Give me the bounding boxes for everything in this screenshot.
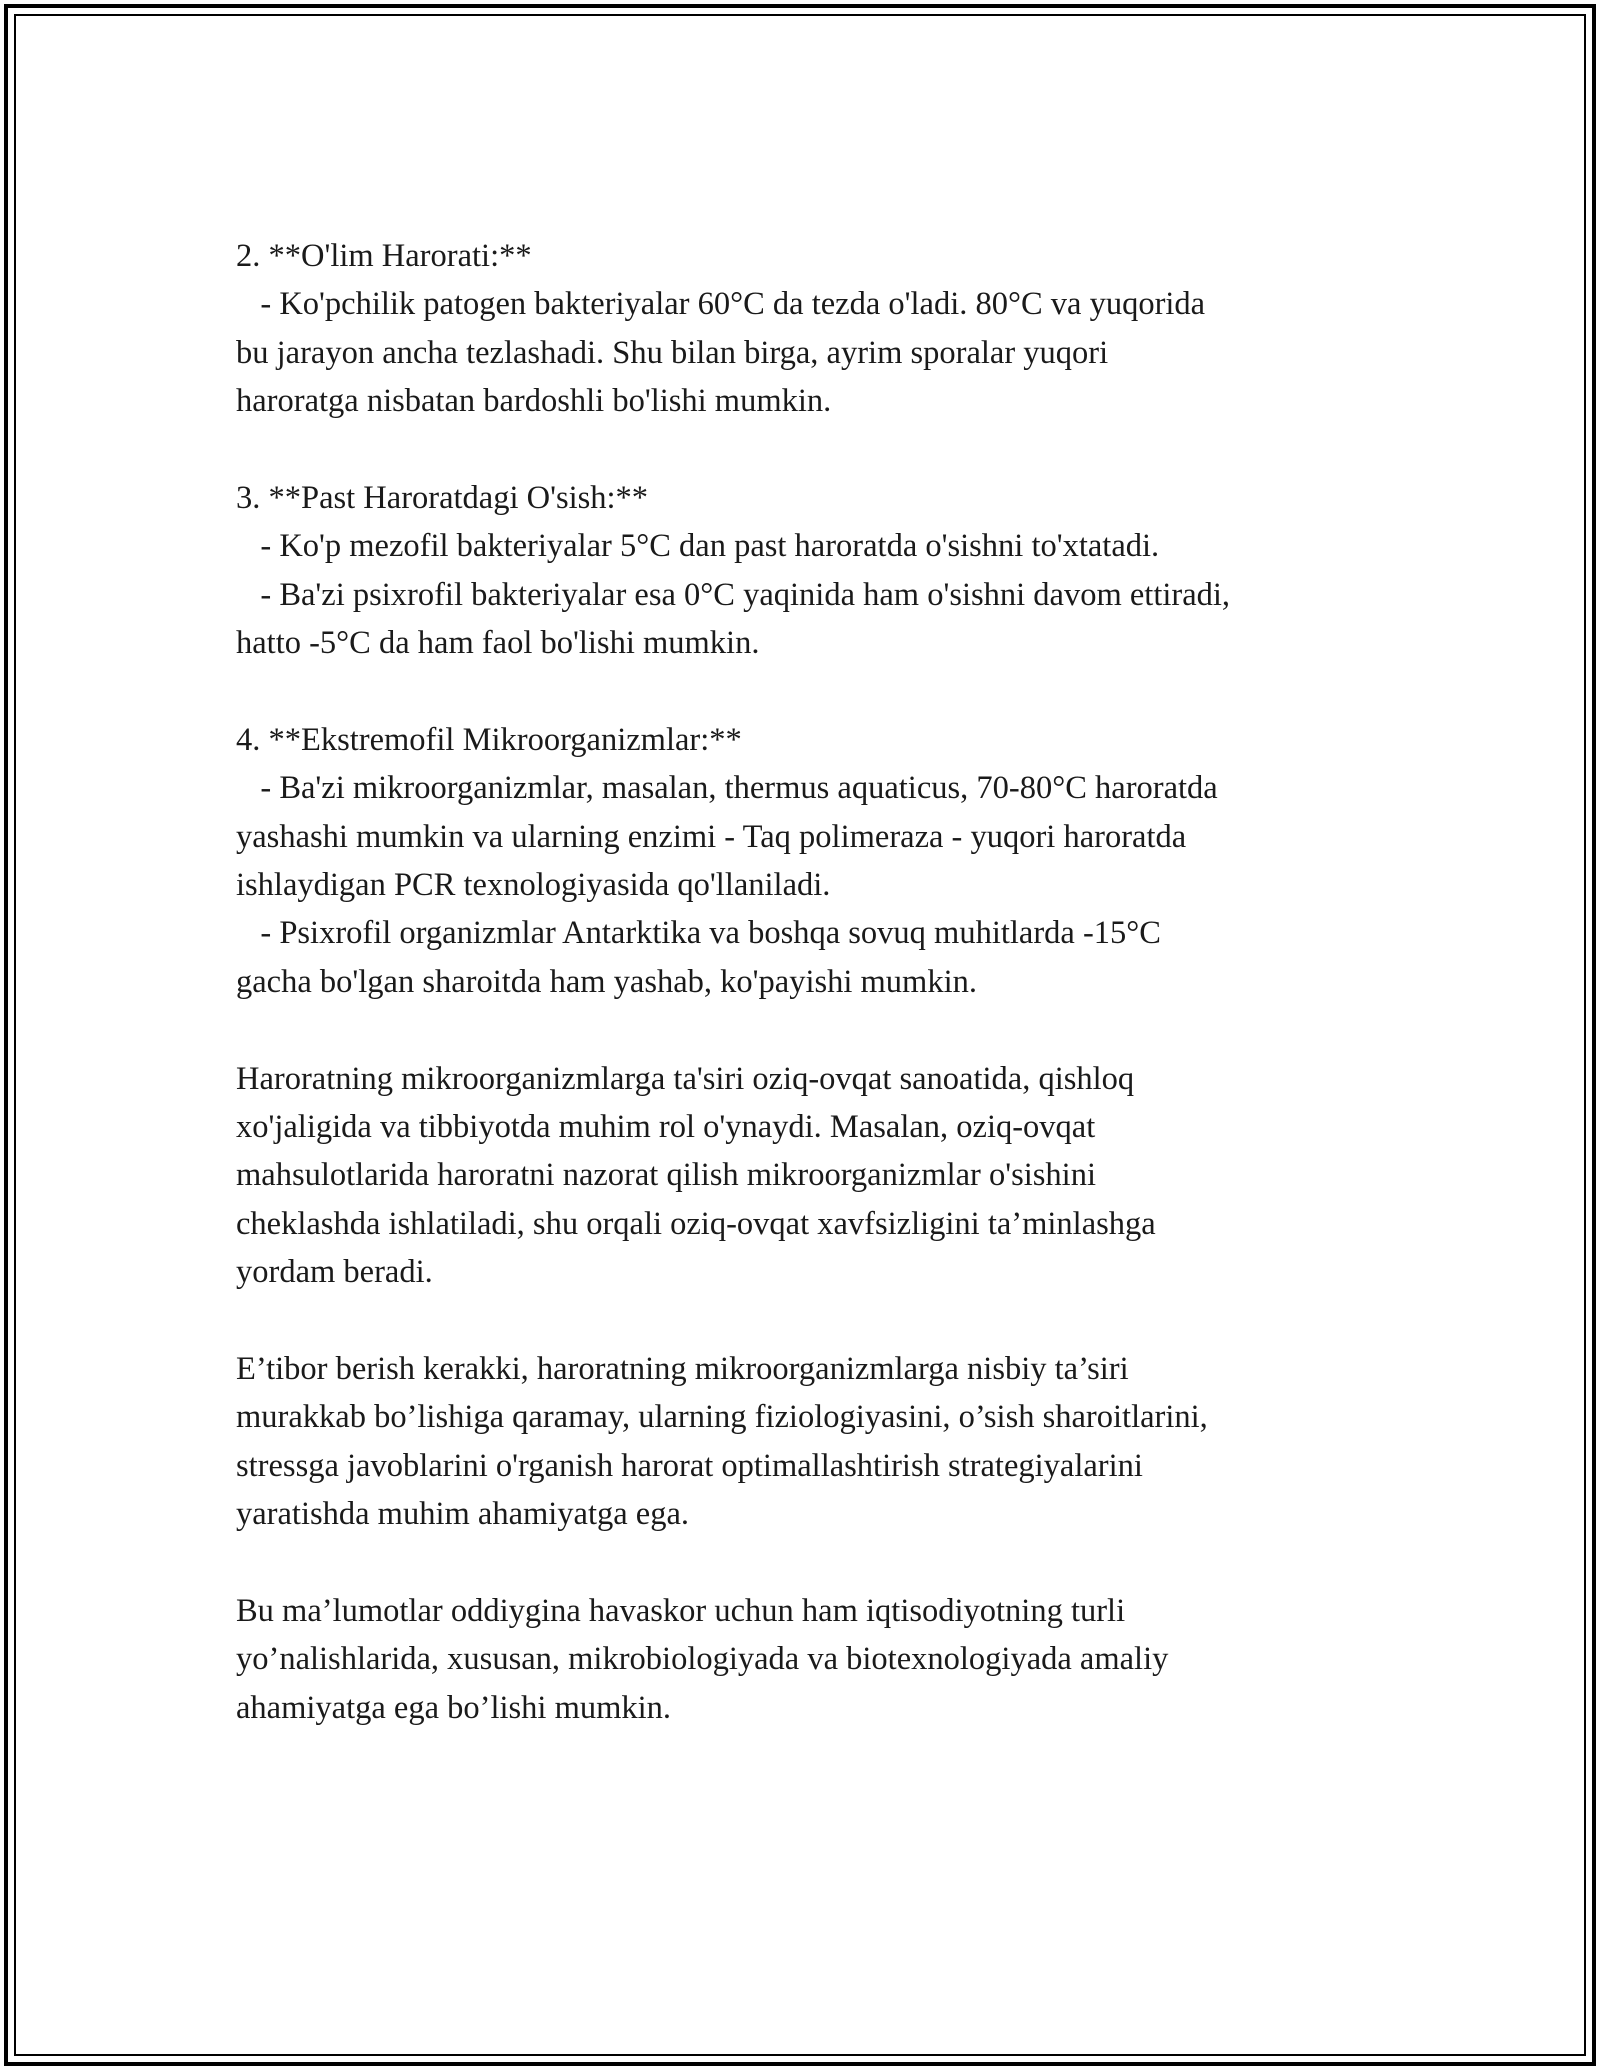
text-line: - Ba'zi psixrofil bakteriyalar esa 0°C yaqinida ham o'sishni davom ettiradi, [236,576,1231,613]
text-line: yordam beradi. [236,1254,433,1291]
section-heading: 2. **O'lim Harorati:** [236,238,532,274]
section-olim-harorati [236,232,1396,426]
text-line: haroratga nisbatan bardoshli bo'lishi mumkin. [236,383,832,420]
document-body [236,232,1396,1732]
section-past-haroratdagi-osish [236,474,1396,668]
text-line: yashashi mumkin va ularning enzimi - Taq polimeraza - yuqori haroratda [236,818,1187,855]
text-line: cheklashda ishlatiladi, shu orqali oziq-ovqat xavfsizligini ta’minlashga [236,1205,1156,1242]
section-heading: 4. **Ekstremofil Mikroorganizmlar:** [236,721,742,758]
text-line: yaratishda muhim ahamiyatga ega. [236,1496,690,1533]
text-line: - Psixrofil organizmlar Antarktika va boshqa sovuq muhitlarda -15°C [236,915,1161,952]
paragraph-gap [236,1297,1396,1345]
text-line: stressga javoblarini o'rganish harorat optimallashtirish strategiyalarini [236,1447,1143,1484]
text-line: - Ko'p mezofil bakteriyalar 5°C dan past haroratda o'sishni to'xtatadi. [236,528,1160,565]
text-line: ishlaydigan PCR texnologiyasida qo'llaniladi. [236,867,831,904]
paragraph-gap [236,1539,1396,1587]
text-line: yo’nalishlarida, xususan, mikrobiologiyada va biotexnologiyada amaliy [236,1641,1169,1678]
paragraph-gap [236,426,1396,474]
text-line: hatto -5°C da ham faol bo'lishi mumkin. [236,625,760,662]
text-line: murakkab bo’lishiga qaramay, ularning fiziologiyasini, o’sish sharoitlarini, [236,1399,1208,1436]
paragraph-industry-importance [236,1055,1396,1297]
paragraph-conclusion [236,1587,1396,1732]
text-line: bu jarayon ancha tezlashadi. Shu bilan birga, ayrim sporalar yuqori [236,334,1109,371]
paragraph-attention-note [236,1345,1396,1539]
section-heading: 3. **Past Haroratdagi O'sish:** [236,479,649,516]
text-line: E’tibor berish kerakki, haroratning mikroorganizmlarga nisbiy ta’siri [236,1350,1129,1387]
paragraph-gap [236,1006,1396,1054]
text-line: gacha bo'lgan sharoitda ham yashab, ko'payishi mumkin. [236,963,977,1000]
section-ekstremofil-mikroorganizmlar [236,716,1396,1006]
text-line: - Ko'pchilik patogen bakteriyalar 60°C da tezda o'ladi. 80°C va yuqorida [236,286,1206,323]
text-line: - Ba'zi mikroorganizmlar, masalan, thermus aquaticus, 70-80°C haroratda [236,770,1218,807]
text-line: mahsulotlarida haroratni nazorat qilish mikroorganizmlar o'sishini [236,1157,1096,1194]
text-line: xo'jaligida va tibbiyotda muhim rol o'ynaydi. Masalan, oziq-ovqat [236,1109,1096,1146]
text-line: Haroratning mikroorganizmlarga ta'siri oziq-ovqat sanoatida, qishloq [236,1060,1135,1097]
text-line: ahamiyatga ega bo’lishi mumkin. [236,1689,672,1726]
paragraph-gap [236,668,1396,716]
text-line: Bu ma’lumotlar oddiygina havaskor uchun ham iqtisodiyotning turli [236,1592,1126,1629]
